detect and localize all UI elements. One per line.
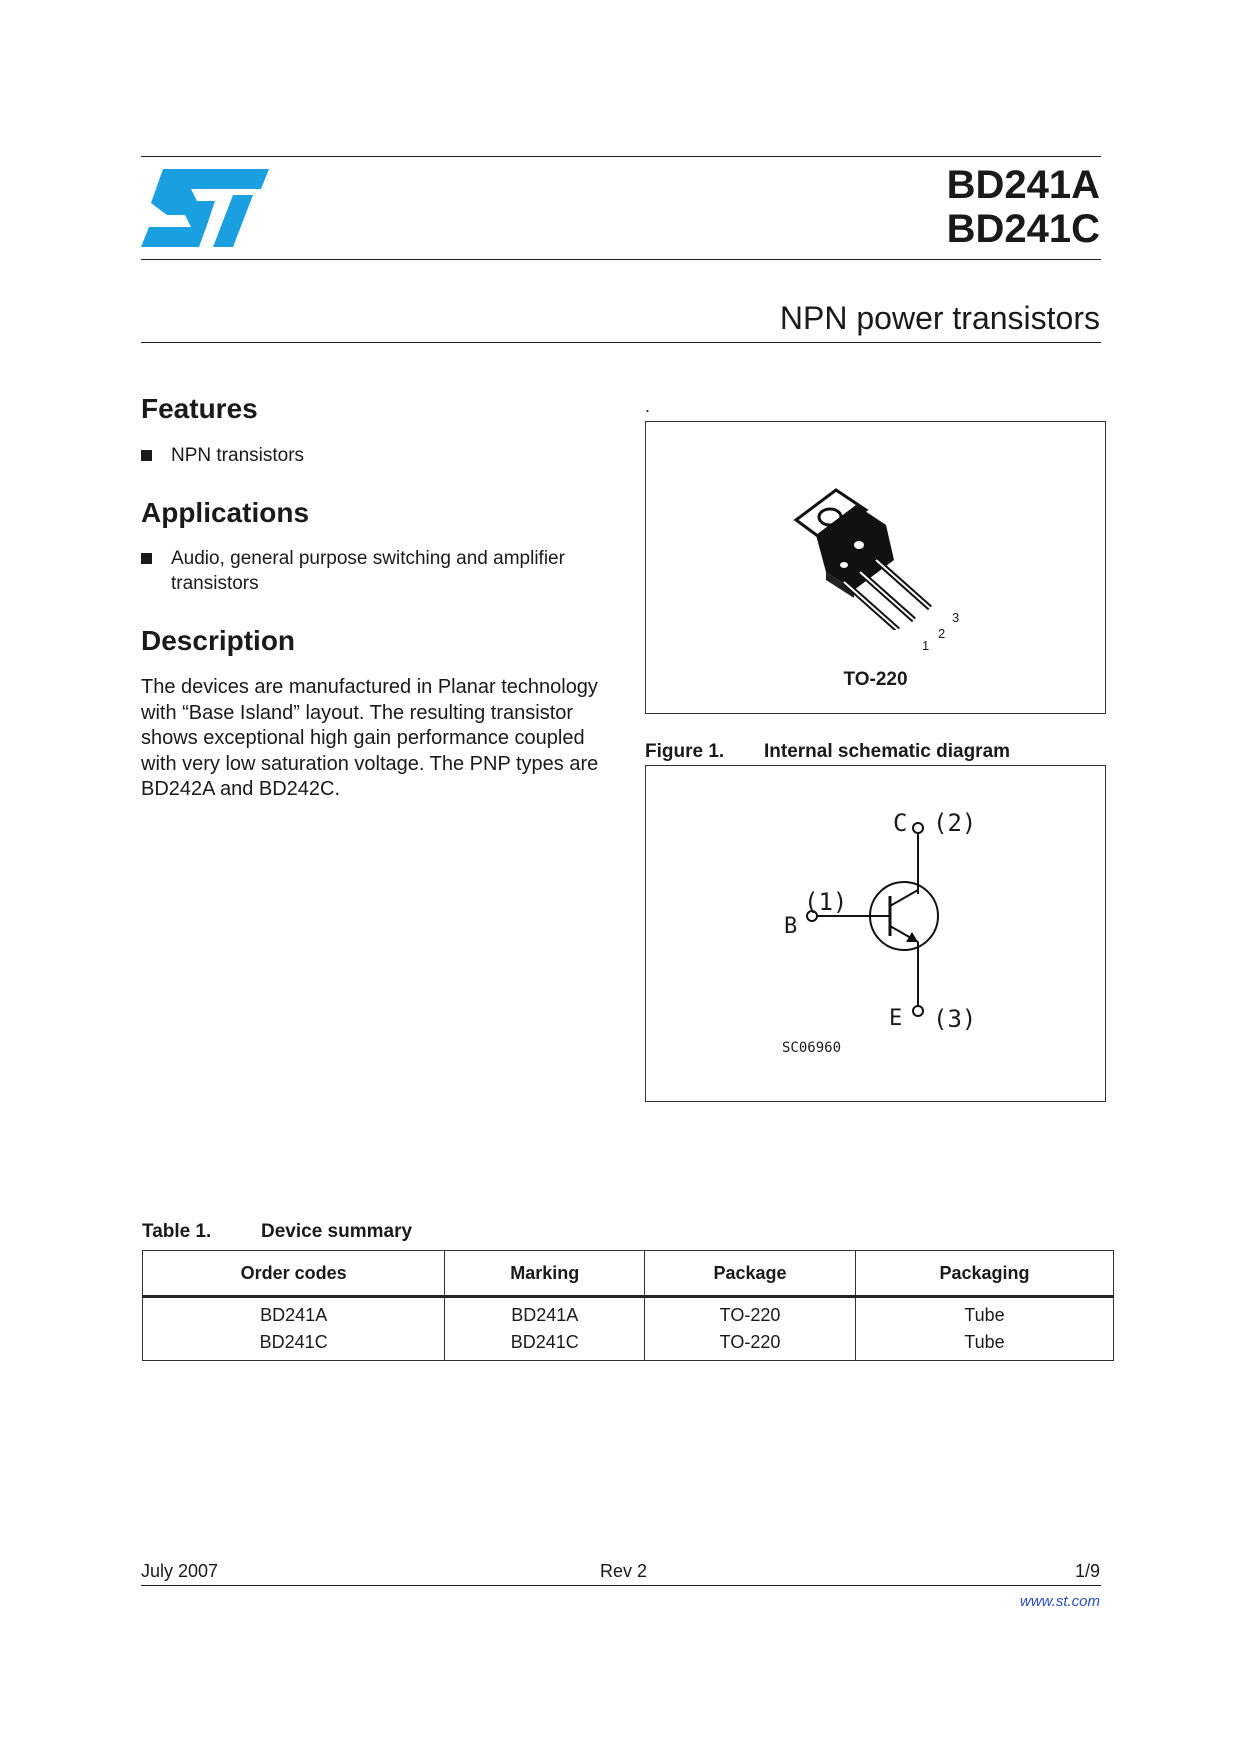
column-header-order-codes: Order codes [143, 1251, 445, 1297]
figure-title: Internal schematic diagram [764, 741, 1011, 762]
column-header-marking: Marking [445, 1251, 645, 1297]
column-header-package: Package [645, 1251, 856, 1297]
npn-transistor-symbol [776, 806, 976, 1026]
base-label: B [784, 914, 798, 939]
emitter-label: E [889, 1006, 903, 1031]
package-label: TO-220 [843, 669, 908, 690]
part-number-a: BD241A [946, 163, 1100, 207]
footer-page-number: 1/9 [1074, 1561, 1100, 1581]
package-dot: . [645, 396, 651, 416]
table-cell: BD241A [143, 1297, 445, 1330]
pin-label-3: 3 [952, 610, 960, 625]
applications-item: Audio, general purpose switching and amplifier transistors [141, 546, 621, 598]
table-row [143, 1297, 1114, 1330]
device-summary-table [142, 1250, 1114, 1361]
description-text: The devices are manufactured in Planar technology with “Base Island” layout. The resulting transistor shows exceptional high gain performance coupled with very low saturation voltage. The PNP types are BD242A and BD242C. [141, 676, 599, 800]
website-link[interactable]: www.st.com [1019, 1593, 1100, 1610]
bullet-icon [141, 553, 152, 564]
table-cell: Tube [855, 1329, 1113, 1361]
document-subtitle: NPN power transistors [779, 300, 1100, 336]
column-header-packaging: Packaging [855, 1251, 1113, 1297]
schematic-figure-box [645, 765, 1106, 1102]
pin-label-2: 2 [938, 626, 946, 641]
features-heading: Features [141, 393, 258, 424]
part-number-c: BD241C [946, 207, 1100, 251]
header-rule [141, 259, 1101, 260]
package-figure-box [645, 421, 1106, 714]
applications-heading: Applications [141, 497, 310, 528]
st-logo [141, 167, 269, 249]
pin-label-1: 1 [922, 638, 930, 653]
footer-revision: Rev 2 [600, 1561, 648, 1581]
table-cell: TO-220 [645, 1297, 856, 1330]
table-cell: TO-220 [645, 1329, 856, 1361]
footer-rule [141, 1585, 1101, 1586]
collector-pin-label: (2) [933, 809, 977, 837]
table-number: Table 1. [142, 1221, 212, 1242]
table-row [143, 1329, 1114, 1361]
footer-date: July 2007 [141, 1561, 219, 1581]
table-cell: BD241C [143, 1329, 445, 1361]
bullet-icon [141, 450, 152, 461]
table-cell: BD241C [445, 1329, 645, 1361]
table-title: Device summary [261, 1221, 413, 1242]
emitter-pin-label: (3) [933, 1005, 977, 1033]
top-rule [141, 156, 1101, 157]
subtitle-rule [141, 342, 1101, 343]
table-cell: Tube [855, 1297, 1113, 1330]
schematic-code: SC06960 [782, 1040, 842, 1056]
to220-package-image [786, 480, 956, 630]
figure-number: Figure 1. [645, 741, 725, 762]
collector-label: C [893, 809, 908, 837]
table-header-row [143, 1251, 1114, 1297]
base-pin-label: (1) [804, 888, 848, 916]
table-cell: BD241A [445, 1297, 645, 1330]
description-heading: Description [141, 625, 296, 656]
